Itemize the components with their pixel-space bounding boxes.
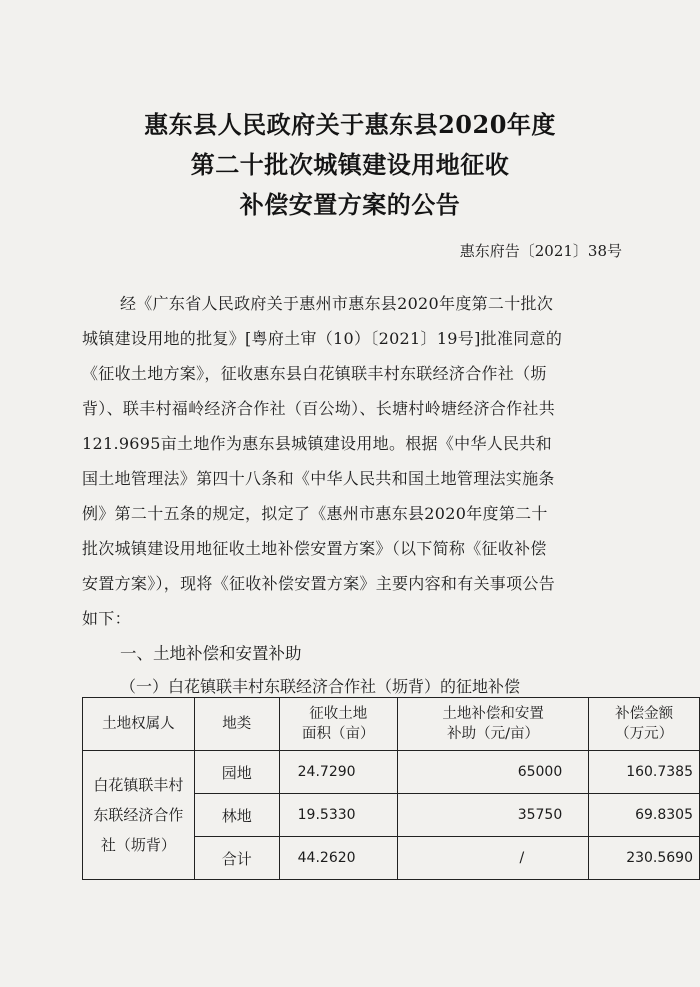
header-standard: 土地补偿和安置 补助（元/亩） [397, 698, 588, 751]
title-line-3: 补偿安置方案的公告 [239, 190, 461, 219]
cell-area: 24.7290 [279, 751, 397, 794]
body-line: 国土地管理法》第四十八条和《中华人民共和国土地管理法实施条 [82, 469, 555, 488]
header-area: 征收土地 面积（亩） [279, 698, 397, 751]
cell-land-type: 园地 [194, 751, 279, 794]
cell-area: 44.2620 [279, 837, 397, 880]
body-line: 121.9695亩土地作为惠东县城镇建设用地。根据《中华人民共和 [82, 434, 552, 453]
cell-standard: 35750 [397, 794, 588, 837]
cell-area: 19.5330 [279, 794, 397, 837]
compensation-table [82, 697, 700, 880]
subsection-heading: （一）白花镇联丰村东联经济合作社（坜背）的征地补偿 [120, 677, 521, 696]
header-owner: 土地权属人 [83, 698, 195, 751]
cell-standard: 65000 [397, 751, 588, 794]
body-line: 如下： [82, 609, 131, 628]
body-line: 批次城镇建设用地征收土地补偿安置方案》（以下简称《征收补偿 [82, 539, 547, 558]
cell-amount: 230.5690 [589, 837, 700, 880]
title-line-1: 惠东县人民政府关于惠东县2020年度 [144, 110, 556, 139]
cell-land-type: 林地 [194, 794, 279, 837]
cell-amount: 160.7385 [589, 751, 700, 794]
document-number: 惠东府告〔2021〕38号 [459, 242, 622, 260]
body-line: 经《广东省人民政府关于惠州市惠东县2020年度第二十批次 [120, 294, 554, 313]
body-line: 安置方案》），现将《征收补偿安置方案》主要内容和有关事项公告 [82, 574, 556, 593]
cell-owner: 白花镇联丰村 东联经济合作 社（坜背） [83, 751, 195, 880]
body-line: 《征收土地方案》，征收惠东县白花镇联丰村东联经济合作社（坜 [82, 364, 547, 383]
body-line: 城镇建设用地的批复》[粤府土审（10）〔2021〕19号]批准同意的 [82, 329, 563, 348]
header-amount: 补偿金额 （万元） [589, 698, 700, 751]
section-heading: 一、土地补偿和安置补助 [120, 644, 302, 663]
cell-land-type: 合计 [194, 837, 279, 880]
body-line: 背）、联丰村福岭经济合作社（百公坳）、长塘村岭塘经济合作社共 [82, 399, 556, 418]
cell-amount: 69.8305 [589, 794, 700, 837]
body-line: 例》第二十五条的规定，拟定了《惠州市惠东县2020年度第二十 [82, 504, 548, 523]
header-land-type: 地类 [194, 698, 279, 751]
cell-standard: / [397, 837, 588, 880]
table-header-row [83, 698, 700, 751]
title-line-2: 第二十批次城镇建设用地征收 [190, 150, 510, 179]
table-row [83, 751, 700, 794]
